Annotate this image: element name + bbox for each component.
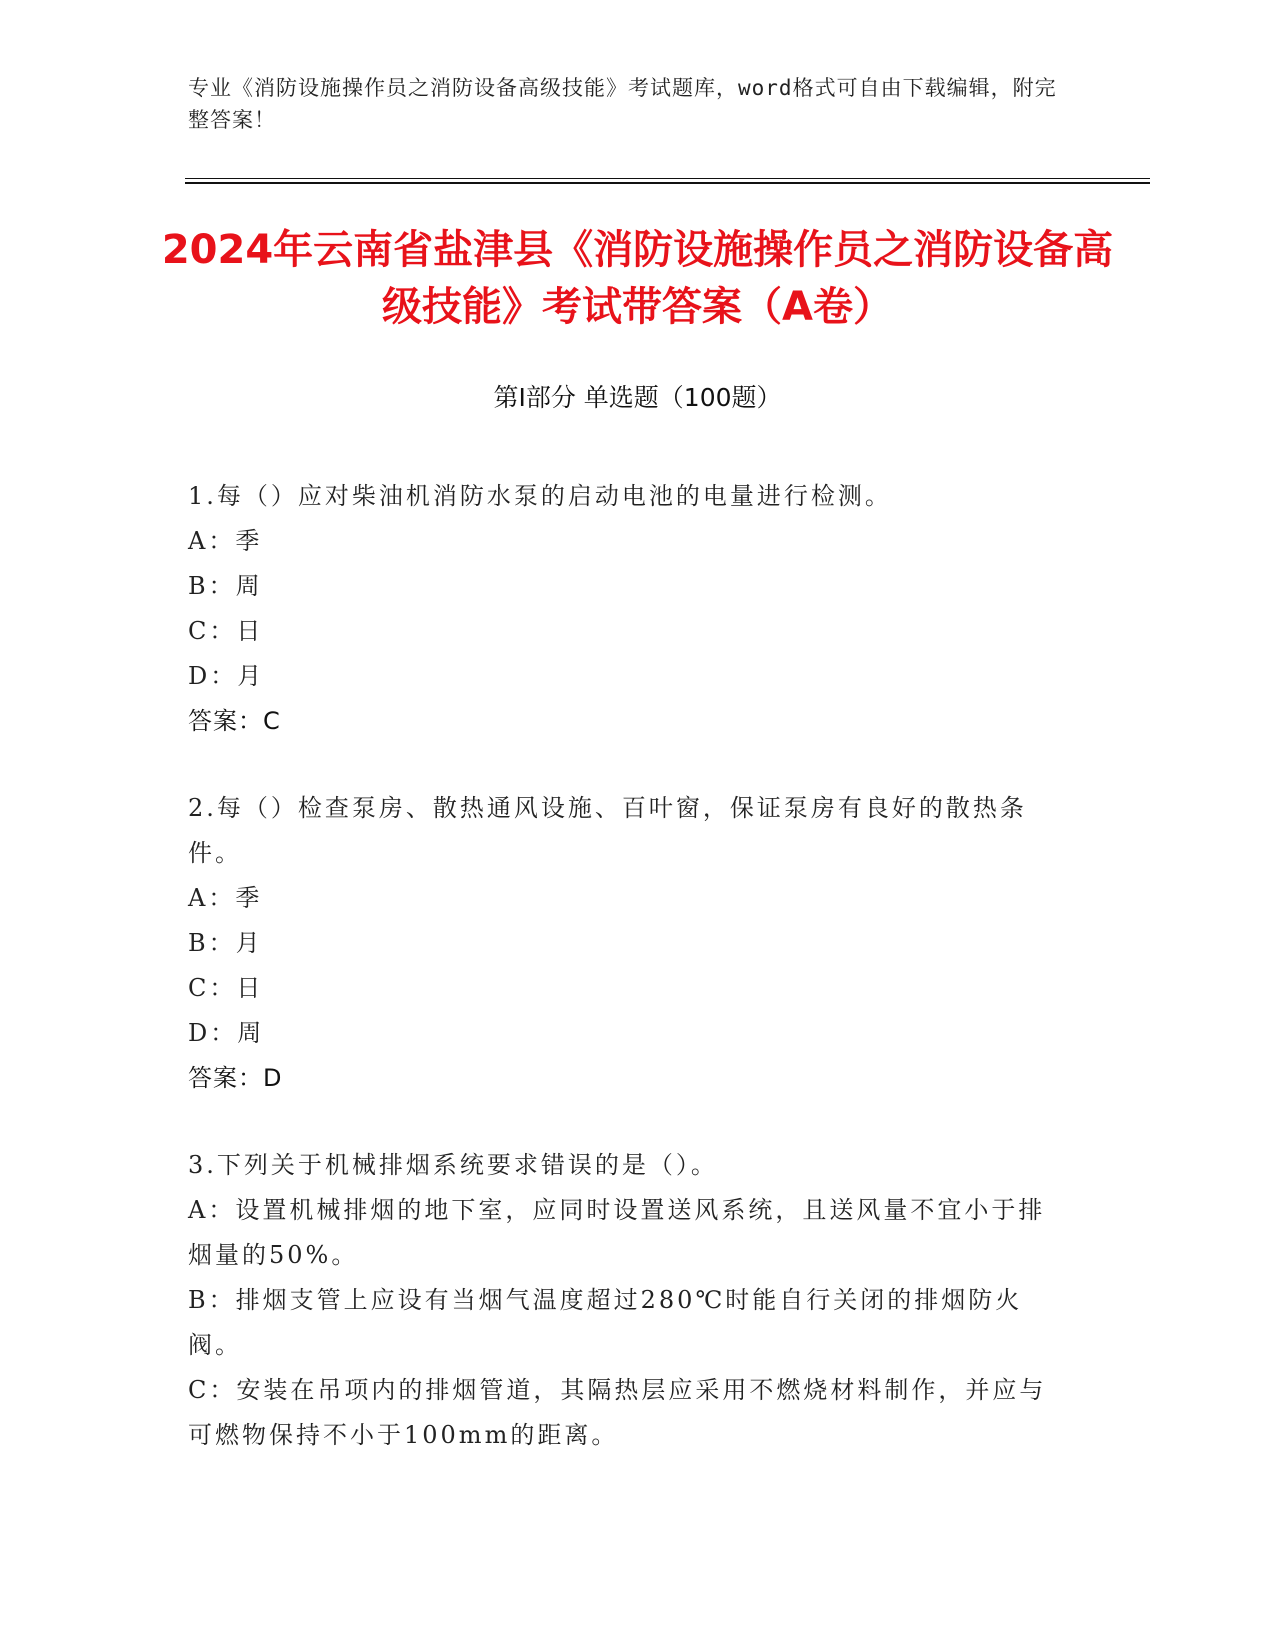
answer: 答案：C — [188, 707, 281, 735]
option-c: C：日 — [188, 974, 264, 1002]
question-stem: 1.每（）应对柴油机消防水泵的启动电池的电量进行检测。 — [188, 482, 892, 510]
option-b: B：排烟支管上应设有当烟气温度超过280℃时能自行关闭的排烟防火阀。 — [188, 1286, 1023, 1359]
question-stem: 2.每（）检查泵房、散热通风设施、百叶窗，保证泵房有良好的散热条件。 — [188, 794, 1027, 867]
option-a: A：设置机械排烟的地下室，应同时设置送风系统，且送风量不宜小于排烟量的50%。 — [188, 1196, 1046, 1269]
document-title: 2024年云南省盐津县《消防设施操作员之消防设备高级技能》考试带答案（A卷） — [161, 227, 1114, 330]
question-3 — [188, 1143, 1068, 1458]
option-a: A：季 — [188, 527, 263, 555]
question-2 — [188, 786, 1068, 1101]
header-rule-thick — [185, 182, 1150, 184]
question-stem: 3.下列关于机械排烟系统要求错误的是（）。 — [188, 1151, 718, 1179]
question-list — [188, 474, 1068, 1500]
answer: 答案：D — [188, 1064, 283, 1092]
option-b: B：周 — [188, 572, 263, 600]
question-1 — [188, 474, 1068, 744]
option-d: D：月 — [188, 662, 265, 690]
section-title: 第Ⅰ部分 单选题（100题） — [493, 383, 782, 412]
header-note: 专业《消防设施操作员之消防设备高级技能》考试题库，word格式可自由下载编辑，附完整答案！ — [188, 76, 1057, 132]
option-a: A：季 — [188, 884, 263, 912]
header-rule-thin — [185, 178, 1150, 179]
option-c: C：安装在吊项内的排烟管道，其隔热层应采用不燃烧材料制作，并应与可燃物保持不小于100mm的距离。 — [188, 1376, 1047, 1449]
option-b: B：月 — [188, 929, 263, 957]
option-d: D：周 — [188, 1019, 265, 1047]
option-c: C：日 — [188, 617, 264, 645]
